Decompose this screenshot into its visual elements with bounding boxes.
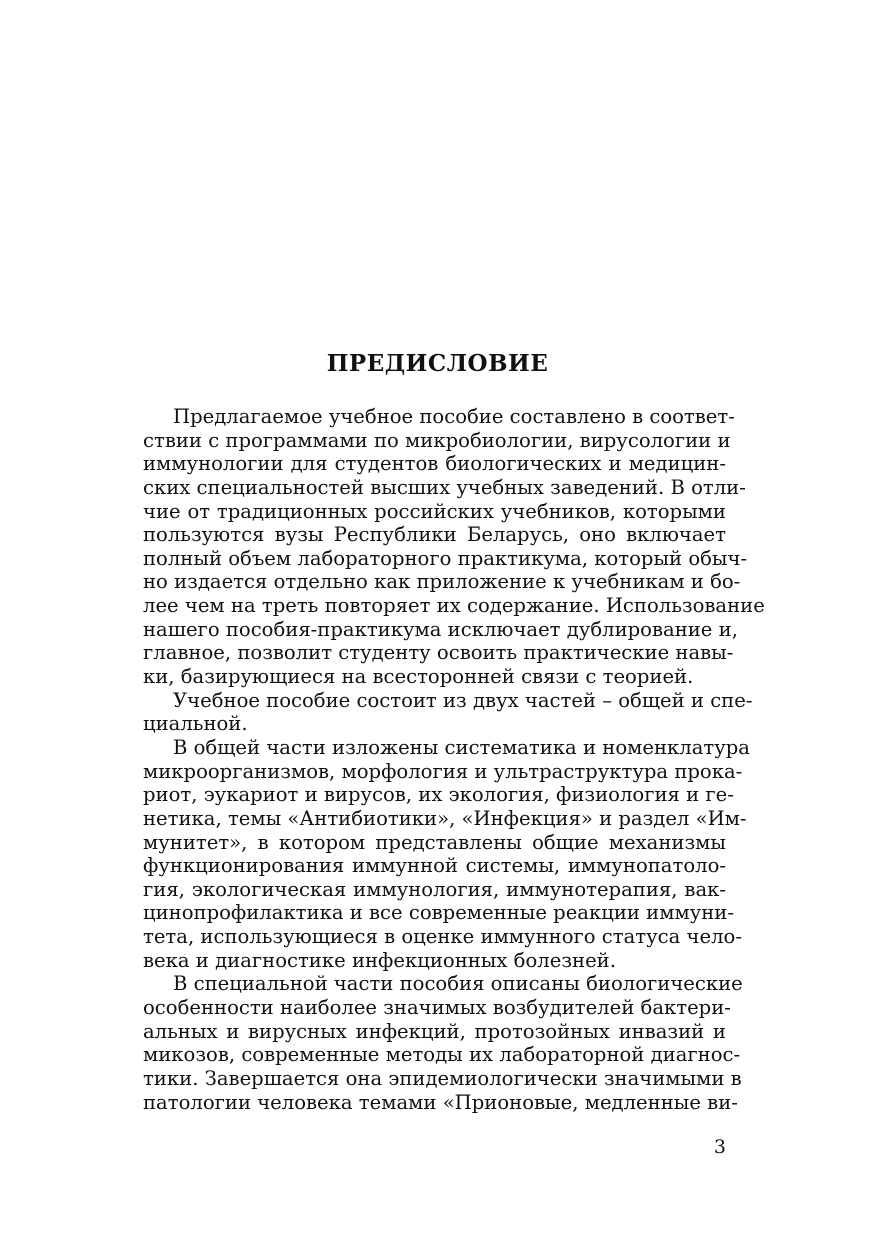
text-line: главное, позволит студенту освоить практические навы- [143, 641, 734, 665]
text-line: микозов, современные методы их лабораторной диагнос- [143, 1043, 741, 1067]
text-line: Учебное пособие состоит из двух частей – общей и спе- [173, 688, 753, 712]
text-line: функционирования иммунной системы, иммунопатоло- [143, 854, 726, 878]
text-line: но издается отдельно как приложение к учебникам и бо- [143, 570, 741, 594]
text-line: ствии с программами по микробиологии, вирусологии и [143, 428, 731, 452]
page-number: 3 [713, 1136, 726, 1158]
text-line: цинопрофилактика и все современные реакции иммуни- [143, 901, 734, 925]
preface-body [143, 405, 765, 1114]
text-line: нетика, темы «Антибиотики», «Инфекция» и раздел «Им- [143, 806, 747, 830]
text-line: циальной. [143, 712, 248, 736]
text-line: пользуются вузы Республики Беларусь, оно включает [143, 523, 726, 547]
text-line: микроорганизмов, морфология и ультраструктура прока- [143, 759, 743, 783]
text-line: чие от традиционных российских учебников, которыми [143, 499, 726, 523]
text-line: нашего пособия-практикума исключает дублирование и, [143, 617, 738, 641]
text-line: альных и вирусных инфекций, протозойных инвазий и [143, 1019, 726, 1043]
text-line: ских специальностей высших учебных заведений. В отли- [143, 475, 746, 499]
text-line: Предлагаемое учебное пособие составлено в соответ- [173, 405, 735, 428]
text-line: патологии человека темами «Прионовые, медленные ви- [143, 1090, 738, 1114]
text-line: мунитет», в котором представлены общие механизмы [143, 830, 726, 854]
text-line: тета, использующиеся в оценке иммунного статуса чело- [143, 925, 742, 949]
text-line: особенности наиболее значимых возбудителей бактери- [143, 996, 731, 1020]
text-line: полный объем лабораторного практикума, который обыч- [143, 546, 748, 570]
text-line: риот, эукариот и вирусов, их экология, физиология и ге- [143, 783, 734, 807]
text-line: ки, базирующиеся на всесторонней связи с теорией. [143, 665, 694, 689]
text-line: В специальной части пособия описаны биологические [173, 972, 743, 996]
text-line: В общей части изложены систематика и номенклатура [173, 735, 750, 759]
text-line: тики. Завершается она эпидемиологически значимыми в [143, 1066, 742, 1090]
text-line: гия, экологическая иммунология, иммунотерапия, вак- [143, 877, 726, 901]
text-line: иммунологии для студентов биологических и медицин- [143, 452, 726, 476]
text-line: лее чем на треть повторяет их содержание. Использование [143, 594, 765, 618]
text-line: века и диагностике инфекционных болезней. [143, 948, 616, 972]
page-title: ПРЕДИСЛОВИЕ [326, 350, 549, 377]
